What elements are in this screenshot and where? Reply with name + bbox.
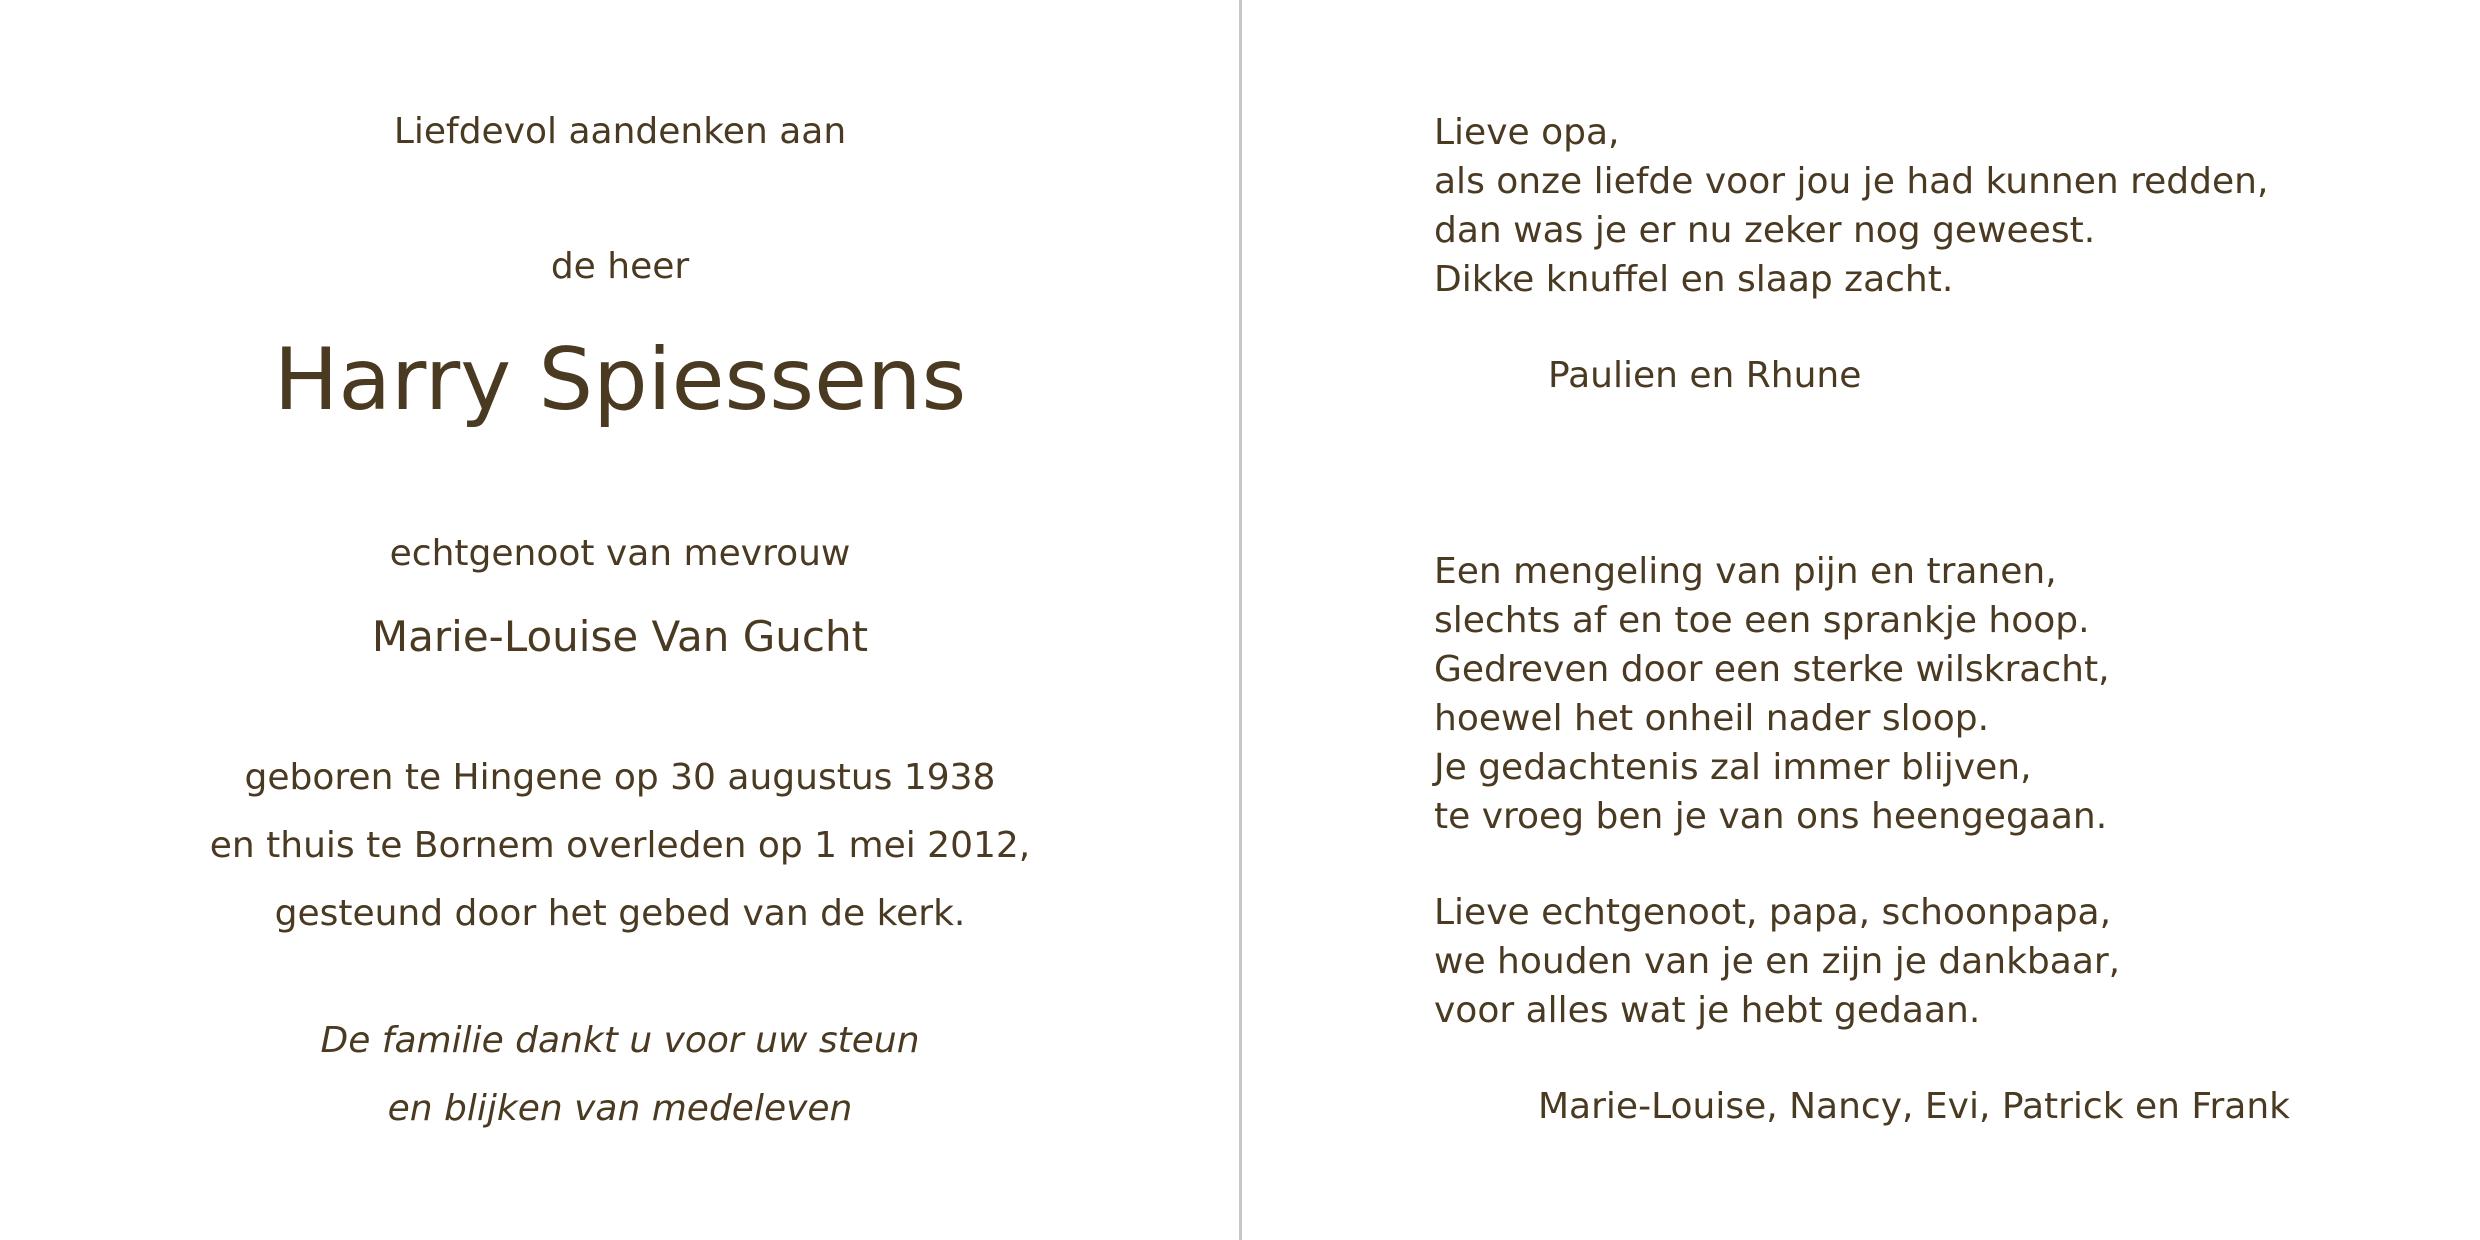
memorial-poem — [1434, 547, 2110, 841]
family-poem — [1434, 888, 2120, 1035]
poem-line: hoewel het onheil nader sloop. — [1434, 698, 1990, 739]
grandchildren-poem — [1434, 108, 2268, 304]
poem-line: we houden van je en zijn je dankbaar, — [1434, 941, 2121, 982]
grandchildren-signature: Paulien en Rhune — [1548, 355, 1862, 396]
family-signature: Marie-Louise, Nancy, Evi, Patrick en Frank — [1538, 1086, 2291, 1127]
death-line: en thuis te Bornem overleden op 1 mei 2012, — [209, 825, 1031, 866]
church-line: gesteund door het gebed van de kerk. — [274, 893, 966, 934]
poem-line: te vroeg ben je van ons heengegaan. — [1434, 796, 2108, 837]
poem-line: Gedreven door een sterke wilskracht, — [1434, 649, 2110, 690]
poem-line: slechts af en toe een sprankje hoop. — [1434, 600, 2090, 641]
spouse-name: Marie-Louise Van Gucht — [371, 612, 869, 661]
poem-line: als onze liefde voor jou je had kunnen redden, — [1434, 161, 2269, 202]
poem-line: voor alles wat je hebt gedaan. — [1434, 990, 1981, 1031]
intro-text: Liefdevol aandenken aan — [393, 111, 847, 152]
life-details — [0, 744, 1240, 948]
poem-line: Je gedachtenis zal immer blijven, — [1434, 747, 2032, 788]
poem-line: Dikke knuffel en slaap zacht. — [1434, 259, 1954, 300]
poem-line: dan was je er nu zeker nog geweest. — [1434, 210, 2096, 251]
right-card-page — [1242, 0, 2480, 1240]
poem-line: Lieve opa, — [1434, 112, 1620, 153]
poem-line: Lieve echtgenoot, papa, schoonpapa, — [1434, 892, 2112, 933]
salutation-text: de heer — [550, 246, 690, 287]
poem-line: Een mengeling van pijn en tranen, — [1434, 551, 2057, 592]
thanks-line: De familie dankt u voor uw steun — [320, 1020, 920, 1061]
relation-text: echtgenoot van mevrouw — [389, 533, 851, 574]
deceased-name: Harry Spiessens — [273, 330, 967, 430]
family-thanks — [0, 1007, 1240, 1143]
birth-line: geboren te Hingene op 30 augustus 1938 — [244, 757, 996, 798]
sympathy-line: en blijken van medeleven — [387, 1088, 853, 1129]
